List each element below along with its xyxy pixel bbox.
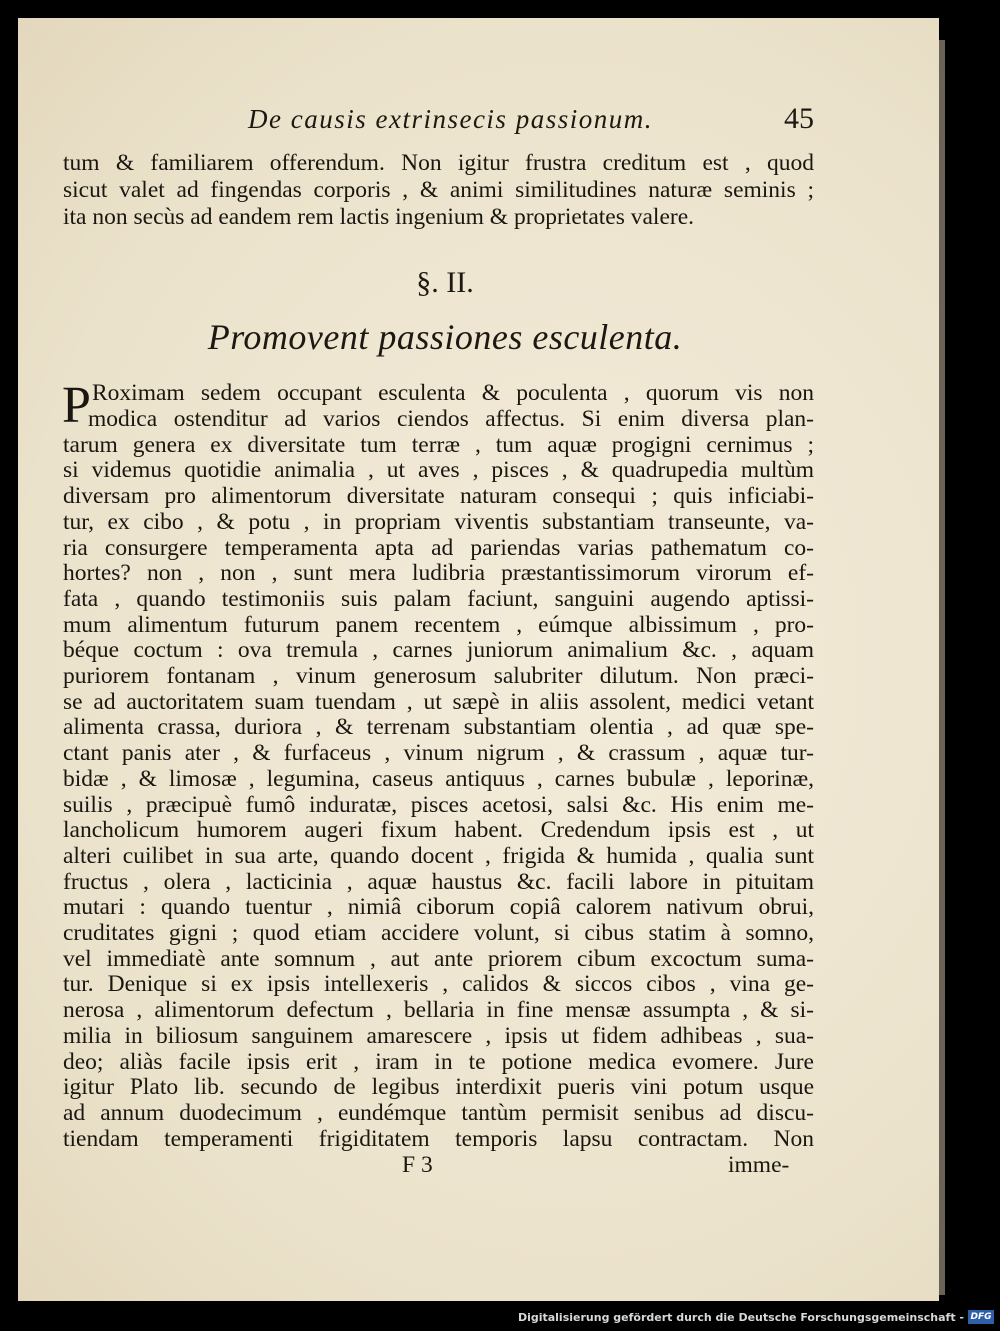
body-line: alimenta crassa, duriora , & terrenam substantiam olentia , ad quæ spe- [63, 714, 814, 741]
running-head: De causis extrinsecis passionum. [248, 104, 653, 134]
body-line: hortes? non , non , sunt mera ludibria præstantissimorum virorum ef- [63, 560, 814, 587]
body-line: ad annum duodecimum , eundémque tantùm permisit senibus ad discu- [63, 1099, 814, 1126]
body-line: alteri cuilibet in sua arte, quando docent , frigida & humida , qualia sunt [63, 842, 814, 869]
body-line: mutari : quando tuentur , nimiâ ciborum copiâ calorem nativum obrui, [63, 894, 814, 921]
body-line: nerosa , alimentorum defectum , bellaria in fine mensæ assumpta , & si- [63, 997, 814, 1024]
body-line: si videmus quotidie animalia , ut aves , pisces , & quadrupedia multùm [63, 457, 814, 484]
body-line: bidæ , & limosæ , legumina, caseus antiquus , carnes bubulæ , leporinæ, [63, 765, 814, 792]
dfg-logo: DFG [968, 1310, 994, 1324]
body-line: igitur Plato lib. secundo de legibus interdixit pueris vini potum usque [63, 1074, 814, 1101]
page-number: 45 [784, 102, 814, 135]
body-line: milia in biliosum sanguinem amarescere , ipsis ut fidem adhibeas , sua- [63, 1022, 814, 1049]
body-line: fructus , olera , lacticinia , aquæ haustus &c. facili labore in pituitam [63, 868, 814, 895]
body-line: tur. Denique si ex ipsis intellexeris , calidos & siccos cibos , vina ge- [63, 971, 814, 998]
body-line: tiendam temperamenti frigiditatem temporis lapsu contractam. Non [63, 1125, 814, 1152]
drop-cap: P [62, 377, 91, 434]
section-title: Promovent passiones esculenta. [207, 317, 683, 357]
body-line: ria consurgere temperamenta apta ad pariendas varias pathematum co- [63, 534, 814, 561]
body-line: deo; aliàs facile ipsis erit , iram in te potione medica evomere. Jure [63, 1048, 814, 1075]
body-line: lancholicum humorem augeri fixum habent. Credendum ipsis est , ut [63, 817, 814, 844]
body-line: se ad auctoritatem suam tuendam , ut sæpè in aliis assolent, medici vetant [63, 688, 814, 715]
body-line: tum & familiarem offerendum. Non igitur frustra creditum est , quod [63, 150, 814, 176]
body-line: tarum genera ex diversitate tum terræ , tum aquæ progigni cernimus ; [63, 431, 814, 458]
body-line: mum alimentum futurum panem recentem , eúmque albissimum , pro- [63, 611, 814, 638]
body-line: tur, ex cibo , & potu , in propriam viventis substantiam transeunte, va- [63, 508, 814, 535]
body-line: cruditates gigni ; quod etiam accidere volunt, si cibus statim à somno, [63, 920, 814, 946]
section-number: §. II. [416, 266, 474, 299]
body-line: sicut valet ad fingendas corporis , & animi similitudines naturæ seminis ; [63, 177, 814, 203]
signature-mark: F 3 [402, 1152, 433, 1178]
catchword: imme- [728, 1152, 790, 1178]
body-line: puriorem fontanam , vinum generosum salubriter dilutum. Non præci- [63, 663, 814, 689]
body-line: ita non secùs ad eandem rem lactis ingenium & proprietates valere. [63, 204, 695, 230]
body-line: diversam pro alimentorum diversitate naturam consequi ; quis inficiabi- [63, 483, 814, 510]
body-line: ctant panis ater , & furfaceus , vinum nigrum , & crassum , aquæ tur- [63, 740, 814, 767]
body-line: Roximam sedem occupant esculenta & poculenta , quorum vis non [92, 380, 814, 406]
body-line: suilis , præcipuè fumô induratæ, pisces acetosi, salsi &c. His enim me- [63, 791, 814, 818]
body-line: vel immediatè ante somnum , aut ante priorem cibum excoctum suma- [63, 945, 814, 972]
page-edge-shadow [939, 40, 945, 1295]
body-line: béque coctum : ova tremula , carnes juniorum animalium &c. , aquam [63, 637, 814, 664]
body-line: modica ostenditur ad varios ciendos affectus. Si enim diversa plan- [88, 406, 814, 432]
footer-credit: Digitalisierung gefördert durch die Deutsche Forschungsgemeinschaft - [517, 1311, 964, 1324]
body-line: fata , quando testimoniis suis palam faciunt, sanguini augendo aptissi- [63, 585, 814, 612]
